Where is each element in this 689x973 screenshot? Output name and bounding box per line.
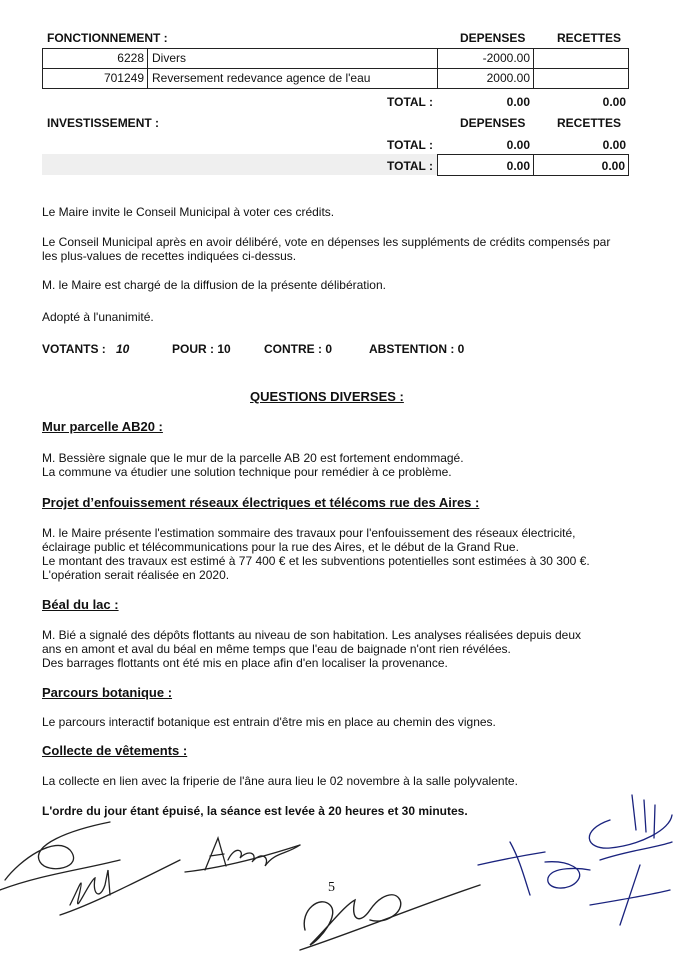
votants-value: 10 — [116, 342, 130, 356]
section-line: M. le Maire présente l'estimation sommaire des travaux pour l'enfouissement des réseaux électricité, — [42, 526, 576, 540]
paragraph-adopte: Adopté à l'unanimité. — [42, 310, 154, 324]
signature-6 — [589, 795, 672, 925]
section-line: M. Bié a signalé des dépôts flottants au niveau de son habitation. Les analyses réalisées depuis deux — [42, 628, 582, 642]
col-depenses-header: DEPENSES — [460, 31, 526, 45]
col-recettes-header: RECETTES — [557, 31, 622, 45]
inv-col-recettes-header: RECETTES — [557, 116, 622, 130]
paragraph-diffusion: M. le Maire est chargé de la diffusion de la présente délibération. — [42, 278, 386, 292]
vote-contre: CONTRE : 0 — [264, 342, 333, 356]
section-line: La collecte en lien avec la friperie de l'âne aura lieu le 02 novembre à la salle polyvalente. — [42, 774, 518, 788]
paragraph-deliberation: Le Conseil Municipal après en avoir délibéré, vote en dépenses les suppléments de crédits compensés par les plus-values de recettes indiquées ci-dessus. — [42, 235, 611, 263]
section-line: L'opération serait réalisée en 2020. — [42, 568, 230, 582]
fonctionnement-title: FONCTIONNEMENT : — [47, 31, 168, 45]
closing-statement: L'ordre du jour étant épuisé, la séance est levée à 20 heures et 30 minutes. — [42, 804, 468, 818]
grand-total-label: TOTAL : — [387, 159, 433, 173]
questions-diverses-title: QUESTIONS DIVERSES : — [250, 389, 404, 404]
section-line: La commune va étudier une solution technique pour remédier à ce problème. — [42, 465, 452, 479]
vote-pour: POUR : 10 — [172, 342, 231, 356]
row-code: 701249 — [103, 71, 144, 85]
fonctionnement-total-label: TOTAL : — [387, 95, 433, 109]
investissement-total-depenses: 0.00 — [506, 138, 530, 152]
row-depenses: -2000.00 — [482, 51, 530, 65]
grand-total-recettes: 0.00 — [601, 159, 625, 173]
section-title: Collecte de vêtements : — [42, 743, 188, 758]
page-number: 5 — [328, 880, 335, 895]
row-depenses: 2000.00 — [486, 71, 530, 85]
section-title: Projet d’enfouissement réseaux électriques et télécoms rue des Aires : — [42, 495, 480, 510]
section-line: Le parcours interactif botanique est entrain d'être mis en place au chemin des vignes. — [42, 715, 496, 729]
votants-label: VOTANTS : — [42, 342, 106, 356]
section-line: éclairage public et télécommunications pour la rue des Aires, et le début de la Grand Rue. — [42, 540, 519, 554]
investissement-title: INVESTISSEMENT : — [47, 116, 160, 130]
investissement-total-label: TOTAL : — [387, 138, 433, 152]
section-line: M. Bessière signale que le mur de la parcelle AB 20 est fortement endommagé. — [42, 451, 464, 465]
signature-2 — [60, 860, 180, 915]
section-line: Le montant des travaux est estimé à 77 400 € et les subventions potentielles sont estimées à 30 300 €. — [42, 554, 590, 568]
fonctionnement-total-recettes: 0.00 — [602, 95, 626, 109]
section-line: ans en amont et aval du béal en même temps que l'eau de baignade n'ont rien révélées. — [42, 642, 511, 656]
section-title: Mur parcelle AB20 : — [42, 419, 163, 434]
grand-total-depenses: 0.00 — [506, 159, 530, 173]
paragraph-vote-invite: Le Maire invite le Conseil Municipal à voter ces crédits. — [42, 205, 335, 219]
fonctionnement-total-depenses: 0.00 — [506, 95, 530, 109]
row-label: Divers — [152, 51, 187, 65]
inv-col-depenses-header: DEPENSES — [460, 116, 526, 130]
investissement-total-recettes: 0.00 — [602, 138, 626, 152]
signature-3 — [185, 838, 300, 872]
section-title: Béal du lac : — [42, 597, 119, 612]
row-label: Reversement redevance agence de l'eau — [152, 71, 371, 85]
signature-5 — [478, 842, 590, 895]
signature-4 — [300, 885, 480, 950]
signature-1 — [0, 822, 120, 890]
section-line: Des barrages flottants ont été mis en place afin d'en localiser la provenance. — [42, 656, 448, 670]
row-code: 6228 — [117, 51, 144, 65]
section-title: Parcours botanique : — [42, 685, 173, 700]
vote-abstention: ABSTENTION : 0 — [369, 342, 465, 356]
